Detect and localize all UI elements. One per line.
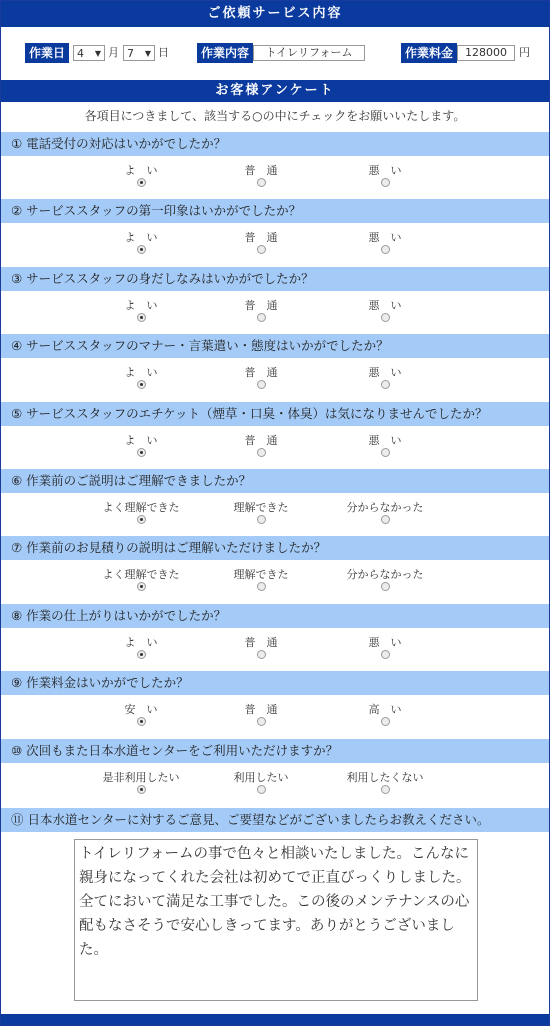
- radio-option-label: 利用したくない: [346, 771, 424, 784]
- radio-option-label: 利用したい: [233, 771, 289, 784]
- radio-option-label: よ い: [124, 299, 158, 312]
- radio-option-label: 分からなかった: [346, 568, 424, 581]
- question-title: ① 電話受付の対応はいかがでしたか？: [1, 132, 549, 156]
- radio-option[interactable]: [86, 164, 196, 187]
- radio-button[interactable]: [257, 717, 266, 726]
- radio-button[interactable]: [257, 313, 266, 322]
- work-content-field[interactable]: トイレリフォーム: [253, 45, 365, 61]
- work-fee-field[interactable]: 128000: [457, 45, 515, 61]
- radio-option[interactable]: [86, 434, 196, 457]
- radio-button[interactable]: [257, 785, 266, 794]
- radio-button[interactable]: [381, 313, 390, 322]
- radio-button[interactable]: [257, 448, 266, 457]
- question-title: ⑩ 次回もまた日本水道センターをご利用いただけますか？: [1, 739, 549, 763]
- radio-option[interactable]: [86, 703, 196, 726]
- radio-option-label: 悪 い: [368, 299, 402, 312]
- radio-option[interactable]: [206, 501, 316, 524]
- radio-option-label: 理解できた: [233, 501, 289, 514]
- radio-button[interactable]: [137, 582, 146, 591]
- question-block: [1, 469, 549, 535]
- radio-option[interactable]: [206, 636, 316, 659]
- question-title: ⑪ 日本水道センターに対するご意見、ご要望などがございましたらお教えください。: [1, 808, 549, 832]
- work-fee-label: 作業料金: [401, 43, 457, 63]
- radio-option[interactable]: [330, 434, 440, 457]
- footer-bar: [1, 1014, 549, 1025]
- radio-option-label: 悪 い: [368, 434, 402, 447]
- radio-option[interactable]: [86, 636, 196, 659]
- radio-option[interactable]: [206, 434, 316, 457]
- radio-option-label: よ い: [124, 366, 158, 379]
- question-title: ② サービススタッフの第一印象はいかがでしたか？: [1, 199, 549, 223]
- question-block: [1, 671, 549, 737]
- radio-button[interactable]: [381, 515, 390, 524]
- day-select[interactable]: [123, 45, 155, 61]
- radio-button[interactable]: [381, 380, 390, 389]
- radio-button[interactable]: [381, 582, 390, 591]
- radio-button[interactable]: [137, 515, 146, 524]
- radio-option-label: よ い: [124, 164, 158, 177]
- radio-option-label: よ い: [124, 231, 158, 244]
- work-date-label: 作業日: [25, 43, 69, 63]
- radio-option-label: 普 通: [244, 299, 278, 312]
- radio-option-label: よく理解できた: [102, 568, 180, 581]
- work-content-label: 作業内容: [197, 43, 253, 63]
- question-title: ⑤ サービススタッフのエチケット（煙草・口臭・体臭）は気になりませんでしたか？: [1, 402, 549, 426]
- radio-button[interactable]: [257, 582, 266, 591]
- radio-option[interactable]: [206, 568, 316, 591]
- survey-section-header: お客様アンケート: [1, 80, 549, 102]
- radio-option[interactable]: [206, 299, 316, 322]
- radio-option[interactable]: [86, 366, 196, 389]
- radio-button[interactable]: [381, 178, 390, 187]
- radio-option[interactable]: [330, 231, 440, 254]
- question-block: [1, 132, 549, 198]
- radio-option-label: 理解できた: [233, 568, 289, 581]
- chevron-down-icon: ▼: [144, 49, 151, 58]
- radio-option-label: 分からなかった: [346, 501, 424, 514]
- question-block: [1, 199, 549, 265]
- month-select[interactable]: [73, 45, 105, 61]
- radio-option[interactable]: [330, 568, 440, 591]
- question-title: ⑧ 作業の仕上がりはいかがでしたか？: [1, 604, 549, 628]
- radio-option[interactable]: [330, 636, 440, 659]
- day-unit: 日: [158, 46, 169, 59]
- radio-button[interactable]: [137, 717, 146, 726]
- radio-option[interactable]: [86, 771, 196, 794]
- radio-button[interactable]: [257, 380, 266, 389]
- radio-option[interactable]: [330, 501, 440, 524]
- radio-option[interactable]: [206, 366, 316, 389]
- radio-option-label: 悪 い: [368, 231, 402, 244]
- radio-option-label: よ い: [124, 636, 158, 649]
- question-block: [1, 402, 549, 468]
- radio-button[interactable]: [137, 178, 146, 187]
- radio-button[interactable]: [257, 245, 266, 254]
- radio-option[interactable]: [86, 231, 196, 254]
- service-section-header: ご依頼サービス内容: [1, 1, 549, 27]
- question-block: [1, 334, 549, 400]
- radio-button[interactable]: [137, 380, 146, 389]
- radio-button[interactable]: [381, 650, 390, 659]
- survey-intro: 各項目につきまして、該当する○の中にチェックをお願いいたします。: [84, 109, 466, 123]
- radio-option[interactable]: [206, 771, 316, 794]
- radio-option[interactable]: [330, 366, 440, 389]
- radio-option[interactable]: [206, 231, 316, 254]
- question-title: ④ サービススタッフのマナー・言葉遣い・態度はいかがでしたか？: [1, 334, 549, 358]
- radio-option[interactable]: [330, 164, 440, 187]
- radio-option[interactable]: [330, 299, 440, 322]
- radio-button[interactable]: [257, 650, 266, 659]
- radio-button[interactable]: [137, 245, 146, 254]
- question-block: [1, 739, 549, 805]
- radio-option-label: 普 通: [244, 636, 278, 649]
- radio-option[interactable]: [86, 501, 196, 524]
- radio-option[interactable]: [86, 299, 196, 322]
- radio-option-label: 高 い: [368, 703, 402, 716]
- radio-option[interactable]: [330, 771, 440, 794]
- fee-unit: 円: [519, 46, 530, 59]
- radio-button[interactable]: [381, 785, 390, 794]
- radio-option[interactable]: [330, 703, 440, 726]
- question-block: [1, 536, 549, 602]
- radio-option-label: 悪 い: [368, 636, 402, 649]
- radio-button[interactable]: [257, 178, 266, 187]
- question-block: [1, 604, 549, 670]
- question-title: ⑨ 作業料金はいかがでしたか？: [1, 671, 549, 695]
- radio-button[interactable]: [381, 448, 390, 457]
- radio-option-label: 是非利用したい: [102, 771, 180, 784]
- question-title: ⑦ 作業前のお見積りの説明はご理解いただけましたか？: [1, 536, 549, 560]
- radio-button[interactable]: [137, 785, 146, 794]
- month-unit: 月: [108, 46, 119, 59]
- question-title: ③ サービススタッフの身だしなみはいかがでしたか？: [1, 267, 549, 291]
- question-title: ⑥ 作業前のご説明はご理解できましたか？: [1, 469, 549, 493]
- month-value: 4: [77, 47, 84, 60]
- service-details-row: [1, 27, 549, 80]
- radio-button[interactable]: [381, 717, 390, 726]
- radio-option-label: よ い: [124, 434, 158, 447]
- radio-button[interactable]: [137, 448, 146, 457]
- radio-option-label: 普 通: [244, 366, 278, 379]
- radio-button[interactable]: [257, 515, 266, 524]
- radio-option[interactable]: [206, 164, 316, 187]
- radio-button[interactable]: [381, 245, 390, 254]
- radio-button[interactable]: [137, 650, 146, 659]
- day-value: 7: [127, 47, 134, 60]
- radio-option-label: 普 通: [244, 231, 278, 244]
- radio-option[interactable]: [206, 703, 316, 726]
- radio-option-label: 普 通: [244, 703, 278, 716]
- radio-option-label: 安 い: [124, 703, 158, 716]
- radio-button[interactable]: [137, 313, 146, 322]
- radio-option[interactable]: [86, 568, 196, 591]
- radio-option-label: 普 通: [244, 164, 278, 177]
- radio-option-label: 悪 い: [368, 164, 402, 177]
- question-block: [1, 267, 549, 333]
- chevron-down-icon: ▼: [94, 49, 101, 58]
- radio-option-label: 悪 い: [368, 366, 402, 379]
- radio-option-label: よく理解できた: [102, 501, 180, 514]
- radio-option-label: 普 通: [244, 434, 278, 447]
- comment-textarea[interactable]: トイレリフォームの事で色々と相談いたしました。こんなに親身になってくれた会社は初めてで正直びっくりしました。全てにおいて満足な工事でした。この後のメンテナンスの心配もなさそうで安心しきってます。ありがとうございました。: [74, 839, 478, 1001]
